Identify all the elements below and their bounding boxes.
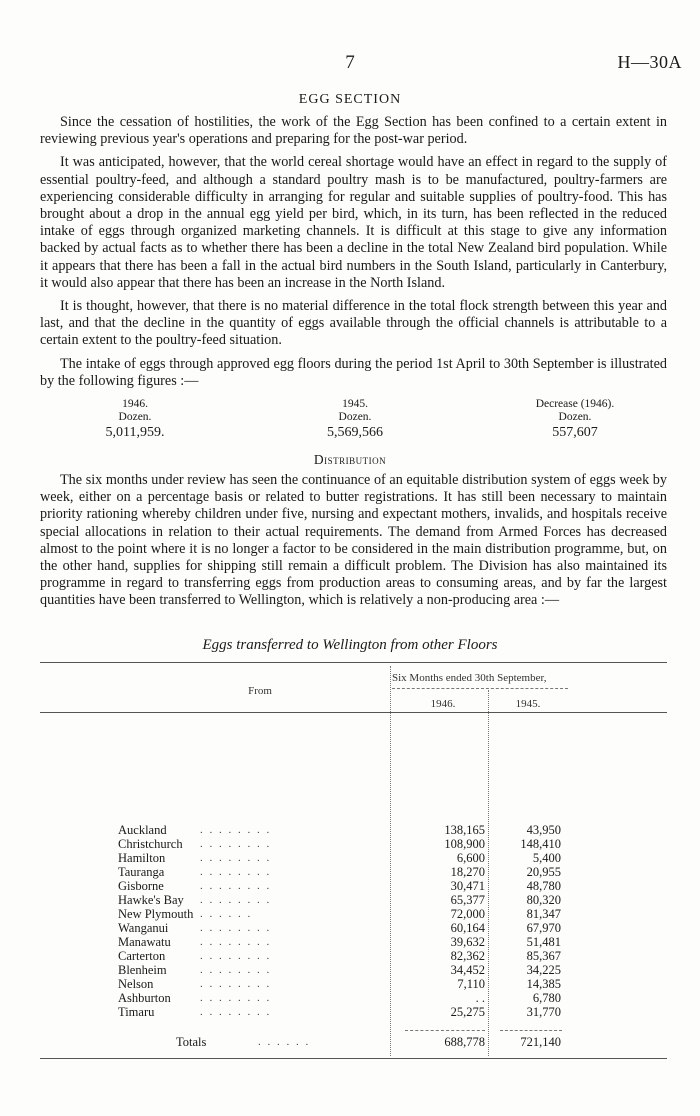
paragraph: It was anticipated, however, that the world cereal shortage would have an effect in regard to the supply of essential poultry-feed, and although a standard poultry mash is to be manufactured, poultry-farmers are experiencing considerable difficulty in arranging for regular and suitable supplies of poultry-food. This has brought about a drop in the annual egg yield per bird, which, in its turn, has been reflected in the reduced intake of eggs through organized marketing channels. It is difficult at this stage to give any information backed by actual facts as to whether there has been a decline in the total New Zealand bird population. While it appears that there has been a fall in the actual bird numbers in the South Island, particularly in Canterbury, it would also appear that there has been an increase in the North Island. (40, 154, 667, 291)
place-name: Tauranga (118, 865, 165, 879)
table-header-rule (392, 688, 568, 689)
column-header-group: Six Months ended 30th September, (392, 672, 547, 684)
leader-dots: . . . . . . . . (200, 922, 272, 934)
place-name: Ashburton (118, 991, 171, 1005)
table-top-rule (40, 662, 667, 663)
distribution-body (40, 472, 667, 616)
paragraph: Since the cessation of hostilities, the work of the Egg Section has been confined to a certain extent in reviewing previous year's operations and preparing for the post-war period. (40, 114, 667, 148)
leader-dots: . . . . . . (258, 1036, 311, 1048)
value-1945: 14,385 (526, 977, 561, 991)
value-1945: 6,780 (532, 991, 561, 1005)
value-1946: 6,600 (456, 851, 485, 865)
column-header-1945: 1945. (515, 698, 541, 710)
value-1946: 108,900 (444, 837, 485, 851)
place-name: Nelson (118, 977, 154, 991)
place-name: Timaru (118, 1005, 155, 1019)
leader-dots: . . . . . . . . (200, 880, 272, 892)
figure-unit: Dozen. (558, 411, 592, 423)
table-row (0, 837, 700, 851)
column-header-1946: 1946. (430, 698, 456, 710)
value-1945: 20,955 (526, 865, 561, 879)
value-1946: 65,377 (450, 893, 485, 907)
place-name: Manawatu (118, 935, 171, 949)
leader-dots: . . . . . . . . (200, 838, 272, 850)
table-bottom-rule (40, 1058, 667, 1059)
figure-year: 1946. (122, 398, 148, 410)
value-1946: 34,452 (450, 963, 485, 977)
place-name: Blenheim (118, 963, 167, 977)
table-row (0, 949, 700, 963)
page-header (0, 52, 700, 76)
value-1946: 30,471 (450, 879, 485, 893)
place-name: Carterton (118, 949, 166, 963)
intake-figure (500, 398, 650, 441)
value-1946: 25,275 (450, 1005, 485, 1019)
table-row (0, 1005, 700, 1019)
value-1946: 7,110 (457, 977, 485, 991)
value-1945: 67,970 (526, 921, 561, 935)
value-1945: 34,225 (526, 963, 561, 977)
table-row (0, 921, 700, 935)
value-1945: 48,780 (526, 879, 561, 893)
value-1945: 81,347 (526, 907, 561, 921)
table-row (0, 907, 700, 921)
intake-figure (60, 398, 210, 441)
page-number: 7 (345, 52, 355, 73)
table-row (0, 865, 700, 879)
value-1945: 51,481 (526, 935, 561, 949)
place-name: Auckland (118, 823, 167, 837)
distribution-title: Distribution (313, 452, 387, 467)
leader-dots: . . . . . . . . (200, 852, 272, 864)
intake-figures (40, 398, 667, 450)
table-row (0, 823, 700, 837)
figure-unit: Dozen. (118, 411, 152, 423)
totals-rule (500, 1030, 562, 1031)
totals-1946: 688,778 (444, 1035, 485, 1049)
leader-dots: . . . . . . . . (200, 978, 272, 990)
leader-dots: . . . . . . . . (200, 950, 272, 962)
leader-dots: . . . . . . . . (200, 992, 272, 1004)
value-1945: 80,320 (526, 893, 561, 907)
totals-1945: 721,140 (520, 1035, 561, 1049)
totals-rule (405, 1030, 485, 1031)
figure-value: 5,569,566 (327, 425, 383, 440)
place-name: Gisborne (118, 879, 164, 893)
place-name: New Plymouth (118, 907, 194, 921)
value-1946: 82,362 (450, 949, 485, 963)
value-1946: . . (475, 991, 485, 1005)
leader-dots: . . . . . . . . (200, 964, 272, 976)
figure-year: Decrease (1946). (535, 398, 615, 410)
table-caption: Eggs transferred to Wellington from other Floors (202, 637, 498, 653)
egg-section-body (40, 114, 667, 396)
egg-section-title: EGG SECTION (298, 92, 402, 107)
table-totals-row (0, 1034, 700, 1050)
table-row (0, 893, 700, 907)
leader-dots: . . . . . . . . (200, 824, 272, 836)
paragraph: The intake of eggs through approved egg floors during the period 1st April to 30th September is illustrated by the following figures :— (40, 355, 667, 389)
table-header-bottom-rule (40, 712, 667, 713)
table-row (0, 977, 700, 991)
value-1946: 18,270 (450, 865, 485, 879)
value-1945: 31,770 (526, 1005, 561, 1019)
table-row (0, 991, 700, 1005)
leader-dots: . . . . . . . . (200, 936, 272, 948)
figure-unit: Dozen. (338, 411, 372, 423)
value-1946: 138,165 (444, 823, 485, 837)
totals-label: Totals (176, 1035, 207, 1049)
table-row (0, 935, 700, 949)
value-1945: 5,400 (532, 851, 561, 865)
place-name: Wanganui (118, 921, 169, 935)
value-1946: 72,000 (450, 907, 485, 921)
value-1945: 148,410 (520, 837, 561, 851)
place-name: Hawke's Bay (118, 893, 184, 907)
leader-dots: . . . . . . . . (200, 866, 272, 878)
table-row (0, 963, 700, 977)
table-row (0, 851, 700, 865)
column-header-from: From (248, 685, 272, 697)
document-reference: H—30A (617, 52, 682, 72)
place-name: Christchurch (118, 837, 183, 851)
figure-year: 1945. (342, 398, 368, 410)
leader-dots: . . . . . . (200, 908, 253, 920)
leader-dots: . . . . . . . . (200, 894, 272, 906)
value-1946: 60,164 (450, 921, 485, 935)
leader-dots: . . . . . . . . (200, 1006, 272, 1018)
figure-value: 5,011,959. (105, 425, 165, 440)
place-name: Hamilton (118, 851, 166, 865)
paragraph: It is thought, however, that there is no material difference in the total flock strength between this year and last, and that the decline in the quantity of eggs available through the official channels is attributable to a certain extent to the poultry-feed situation. (40, 298, 667, 349)
figure-value: 557,607 (552, 425, 598, 440)
value-1946: 39,632 (450, 935, 485, 949)
table-row (0, 879, 700, 893)
intake-figure (280, 398, 430, 441)
paragraph: The six months under review has seen the continuance of an equitable distribution system of eggs week by week, either on a percentage basis or related to butter registrations. It has still been necessary to maintain priority rationing whereby children under five, nursing and expectant mothers, invalids, and hospitals receive special allocations in relation to their actual requirements. The demand from Armed Forces has decreased almost to the point where it is no longer a factor to be considered in the main distribution programme, but, on the other hand, supplies for shipping still remain a difficult problem. The Division has also maintained its programme in regard to transferring eggs from production areas to consuming areas, and by far the largest quantities have been transferred to Wellington, which is relatively a non-producing area :— (40, 472, 667, 609)
value-1945: 43,950 (526, 823, 561, 837)
value-1945: 85,367 (526, 949, 561, 963)
